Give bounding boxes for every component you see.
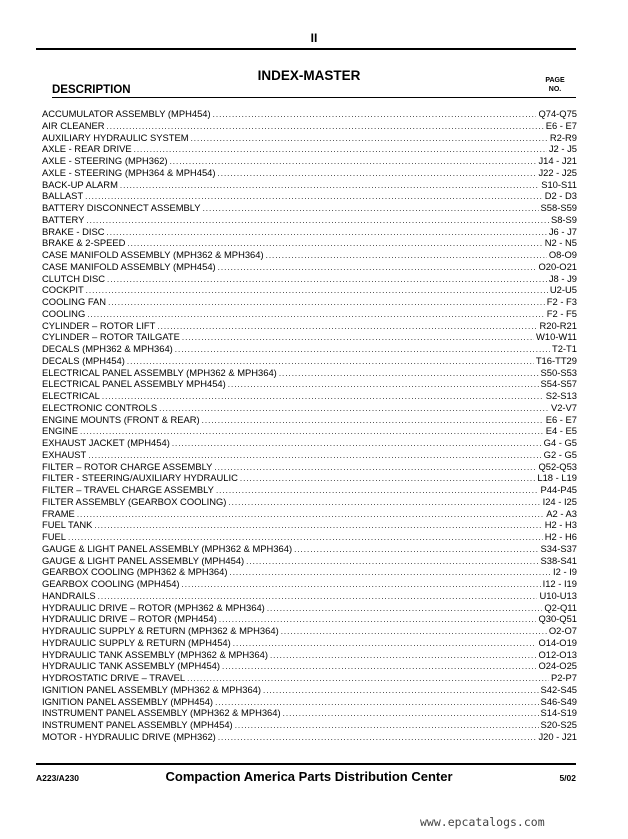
dot-leader bbox=[182, 332, 534, 344]
entry-pages: U10-U13 bbox=[539, 589, 577, 601]
entry-name: CASE MANIFOLD ASSEMBLY (MPH454) bbox=[42, 260, 216, 272]
index-entry[interactable] bbox=[42, 472, 577, 484]
entry-pages: E4 - E5 bbox=[545, 425, 577, 437]
index-entry[interactable] bbox=[42, 508, 577, 520]
index-entry[interactable] bbox=[42, 284, 577, 296]
page-no-label-line2: NO. bbox=[548, 86, 562, 93]
entry-pages: S58-S59 bbox=[540, 202, 577, 213]
index-entry[interactable] bbox=[42, 378, 577, 390]
dot-leader bbox=[294, 544, 538, 556]
entry-pages: H2 - H3 bbox=[544, 519, 577, 531]
index-entry[interactable] bbox=[42, 625, 577, 637]
index-entry[interactable] bbox=[42, 566, 577, 578]
entry-pages: S50-S53 bbox=[540, 366, 577, 378]
entry-name: ENGINE MOUNTS (FRONT & REAR) bbox=[42, 413, 200, 425]
entry-name: BATTERY bbox=[42, 213, 85, 225]
page-number-roman: II bbox=[310, 31, 318, 45]
entry-pages: V2-V7 bbox=[550, 401, 577, 413]
entry-pages: S10-S11 bbox=[541, 178, 577, 190]
dot-leader bbox=[120, 180, 539, 192]
index-entry[interactable] bbox=[42, 249, 577, 261]
index-entry[interactable] bbox=[42, 343, 577, 355]
dot-leader bbox=[267, 603, 543, 615]
entry-pages: U2-U5 bbox=[549, 284, 577, 296]
entry-name: INSTRUMENT PANEL ASSEMBLY (MPH454) bbox=[42, 719, 233, 730]
entry-name: CASE MANIFOLD ASSEMBLY (MPH362 & MPH364) bbox=[42, 249, 264, 260]
index-entry[interactable] bbox=[42, 273, 577, 285]
entry-name: AUXILIARY HYDRAULIC SYSTEM bbox=[42, 131, 189, 143]
index-entry[interactable] bbox=[42, 108, 577, 120]
entry-name: HANDRAILS bbox=[42, 589, 96, 601]
description-header: DESCRIPTION bbox=[52, 84, 131, 96]
index-entry[interactable] bbox=[42, 613, 577, 625]
entry-name: CYLINDER – ROTOR LIFT bbox=[42, 319, 156, 331]
dot-leader bbox=[203, 203, 539, 215]
entry-name: GEARBOX COOLING (MPH362 & MPH364) bbox=[42, 566, 228, 578]
entry-pages: D2 - D3 bbox=[544, 190, 577, 202]
dot-leader bbox=[86, 285, 548, 297]
description-underline bbox=[52, 97, 576, 98]
entry-name: HYDRAULIC TANK ASSEMBLY (MPH362 & MPH364) bbox=[42, 648, 268, 660]
entry-pages: E6 - E7 bbox=[545, 119, 577, 131]
dot-leader bbox=[228, 379, 539, 391]
entry-name: BALLAST bbox=[42, 190, 84, 202]
bottom-divider bbox=[36, 763, 576, 765]
dot-leader bbox=[175, 344, 550, 356]
dot-leader bbox=[246, 556, 538, 568]
page-no-header bbox=[532, 76, 578, 94]
index-entry[interactable] bbox=[42, 696, 577, 708]
entry-name: HYDRAULIC SUPPLY & RETURN (MPH362 & MPH364) bbox=[42, 625, 279, 636]
index-entry[interactable] bbox=[42, 555, 577, 567]
entry-name: CLUTCH DISC bbox=[42, 272, 106, 284]
entry-name: FILTER – ROTOR CHARGE ASSEMBLY bbox=[42, 460, 213, 472]
entry-name: AXLE - STEERING (MPH364 & MPH454) bbox=[42, 166, 216, 178]
entry-pages: S38-S41 bbox=[540, 554, 577, 566]
entry-name: ELECTRONIC CONTROLS bbox=[42, 401, 158, 413]
index-entry[interactable] bbox=[42, 331, 577, 343]
index-entry[interactable] bbox=[42, 519, 577, 531]
footer-publisher: Compaction America Parts Distribution Center bbox=[165, 769, 453, 784]
entry-pages: G2 - G5 bbox=[543, 448, 577, 460]
index-entry[interactable] bbox=[42, 484, 577, 496]
entry-pages: Q74-Q75 bbox=[538, 108, 577, 119]
entry-pages: O12-O13 bbox=[538, 648, 577, 660]
entry-name: AXLE - REAR DRIVE bbox=[42, 143, 132, 155]
entry-name: GAUGE & LIGHT PANEL ASSEMBLY (MPH454) bbox=[42, 554, 245, 566]
index-entry[interactable] bbox=[42, 214, 577, 226]
index-entry[interactable] bbox=[42, 320, 577, 332]
dot-leader bbox=[228, 497, 540, 509]
entry-pages: P44-P45 bbox=[540, 484, 577, 495]
entry-name: HYDRAULIC TANK ASSEMBLY (MPH454) bbox=[42, 660, 221, 672]
entry-name: ENGINE bbox=[42, 425, 78, 437]
entry-pages: T2-T1 bbox=[551, 343, 577, 354]
entry-name: COOLING FAN bbox=[42, 296, 107, 307]
dot-leader bbox=[218, 168, 537, 180]
index-entry[interactable] bbox=[42, 367, 577, 379]
entry-pages: S46-S49 bbox=[540, 695, 577, 707]
entry-pages: S20-S25 bbox=[540, 719, 577, 730]
index-entry[interactable] bbox=[42, 672, 577, 684]
index-entry[interactable] bbox=[42, 437, 577, 449]
index-entry[interactable] bbox=[42, 461, 577, 473]
entry-pages: P2-P7 bbox=[550, 672, 577, 683]
index-entry[interactable] bbox=[42, 120, 577, 132]
entry-pages: I12 - I19 bbox=[542, 578, 577, 589]
entry-pages: J22 - J25 bbox=[538, 166, 577, 178]
entry-pages: Q30-Q51 bbox=[538, 613, 577, 625]
entry-pages: E6 - E7 bbox=[545, 413, 577, 425]
entry-pages: J2 - J5 bbox=[548, 143, 577, 155]
index-entry[interactable] bbox=[42, 602, 577, 614]
index-entry[interactable] bbox=[42, 226, 577, 238]
entry-pages: O8-O9 bbox=[548, 249, 577, 260]
page-title: INDEX-MASTER bbox=[257, 68, 361, 83]
entry-pages: Q2-Q11 bbox=[544, 601, 577, 613]
index-entry[interactable] bbox=[42, 637, 577, 649]
dot-leader bbox=[240, 473, 535, 485]
index-entry[interactable] bbox=[42, 202, 577, 214]
footer-model: A223/A230 bbox=[36, 773, 80, 783]
entry-name: COCKPIT bbox=[42, 284, 84, 296]
index-entry[interactable] bbox=[42, 143, 577, 155]
entry-name: EXHAUST JACKET (MPH454) bbox=[42, 437, 170, 448]
entry-pages: O20-O21 bbox=[538, 260, 577, 272]
dot-leader bbox=[229, 567, 551, 579]
entry-name: AXLE - STEERING (MPH362) bbox=[42, 155, 168, 166]
entry-name: IGNITION PANEL ASSEMBLY (MPH362 & MPH364) bbox=[42, 683, 261, 695]
dot-leader bbox=[279, 368, 539, 380]
dot-leader bbox=[94, 520, 542, 532]
dot-leader bbox=[222, 661, 536, 673]
entry-pages: S8-S9 bbox=[550, 213, 577, 225]
dot-leader bbox=[77, 509, 544, 521]
entry-name: ELECTRICAL PANEL ASSEMBLY MPH454) bbox=[42, 378, 226, 390]
entry-name: AIR CLEANER bbox=[42, 119, 105, 131]
entry-pages: F2 - F5 bbox=[546, 307, 577, 319]
dot-leader bbox=[235, 720, 539, 732]
index-entry[interactable] bbox=[42, 578, 577, 590]
entry-name: COOLING bbox=[42, 307, 86, 319]
entry-pages: O2-O7 bbox=[548, 625, 577, 636]
dot-leader bbox=[172, 438, 542, 450]
dot-leader bbox=[283, 708, 539, 720]
index-entry[interactable] bbox=[42, 390, 577, 402]
entry-name: IGNITION PANEL ASSEMBLY (MPH454) bbox=[42, 695, 214, 707]
top-divider bbox=[36, 48, 576, 50]
entry-pages: S54-S57 bbox=[540, 378, 577, 390]
entry-name: HYDRAULIC DRIVE – ROTOR (MPH454) bbox=[42, 613, 217, 625]
entry-pages: H2 - H6 bbox=[544, 531, 577, 542]
entry-pages: I24 - I25 bbox=[542, 495, 577, 507]
entry-name: BACK-UP ALARM bbox=[42, 178, 118, 190]
entry-pages: S2-S13 bbox=[545, 390, 577, 401]
dot-leader bbox=[270, 650, 536, 662]
entry-name: MOTOR - HYDRAULIC DRIVE (MPH362) bbox=[42, 730, 216, 742]
dot-leader bbox=[170, 156, 537, 168]
index-entry[interactable] bbox=[42, 402, 577, 414]
entry-name: ELECTRICAL PANEL ASSEMBLY (MPH362 & MPH364) bbox=[42, 366, 277, 378]
index-list bbox=[42, 108, 577, 743]
entry-pages: S34-S37 bbox=[540, 542, 577, 554]
entry-pages: G4 - G5 bbox=[543, 437, 577, 448]
dot-leader bbox=[159, 403, 549, 415]
entry-name: GEARBOX COOLING (MPH454) bbox=[42, 578, 180, 589]
entry-name: FILTER – TRAVEL CHARGE ASSEMBLY bbox=[42, 484, 214, 495]
entry-pages: J20 - J21 bbox=[538, 730, 577, 742]
entry-pages: R2-R9 bbox=[549, 131, 577, 143]
index-entry[interactable] bbox=[42, 261, 577, 273]
dot-leader bbox=[202, 415, 544, 427]
page-no-label-line1: PAGE bbox=[545, 77, 565, 84]
dot-leader bbox=[191, 133, 548, 145]
entry-name: FUEL bbox=[42, 531, 66, 542]
dot-leader bbox=[107, 227, 547, 239]
entry-pages: S42-S45 bbox=[540, 683, 577, 695]
entry-pages: O14-O19 bbox=[538, 636, 577, 648]
dot-leader bbox=[213, 109, 537, 121]
dot-leader bbox=[157, 321, 537, 333]
index-entry[interactable] bbox=[42, 179, 577, 191]
entry-pages: A2 - A3 bbox=[546, 507, 577, 519]
index-entry[interactable] bbox=[42, 649, 577, 661]
entry-name: HYDROSTATIC DRIVE – TRAVEL bbox=[42, 672, 186, 683]
dot-leader bbox=[102, 391, 544, 403]
dot-leader bbox=[108, 297, 545, 309]
entry-name: ACCUMULATOR ASSEMBLY (MPH454) bbox=[42, 108, 211, 119]
dot-leader bbox=[233, 638, 537, 650]
index-entry[interactable] bbox=[42, 155, 577, 167]
entry-name: DECALS (MPH362 & MPH364) bbox=[42, 343, 173, 354]
index-entry[interactable] bbox=[42, 719, 577, 731]
footer-date: 5/02 bbox=[559, 773, 576, 783]
dot-leader bbox=[218, 732, 537, 744]
entry-name: BRAKE - DISC bbox=[42, 225, 105, 237]
entry-pages: L18 - L19 bbox=[537, 472, 577, 484]
index-entry[interactable] bbox=[42, 731, 577, 743]
dot-leader bbox=[107, 274, 547, 286]
entry-name: DECALS (MPH454) bbox=[42, 354, 125, 366]
dot-leader bbox=[281, 626, 547, 638]
dot-leader bbox=[86, 215, 549, 227]
index-entry[interactable] bbox=[42, 237, 577, 249]
entry-name: BRAKE & 2-SPEED bbox=[42, 237, 126, 249]
dot-leader bbox=[214, 462, 536, 474]
entry-pages: J6 - J7 bbox=[548, 225, 577, 237]
dot-leader bbox=[263, 685, 539, 697]
dot-leader bbox=[266, 250, 547, 262]
index-entry[interactable] bbox=[42, 531, 577, 543]
entry-pages: W10-W11 bbox=[536, 331, 577, 343]
entry-pages: I2 - I9 bbox=[553, 566, 577, 578]
entry-pages: R20-R21 bbox=[539, 319, 577, 331]
entry-pages: J14 - J21 bbox=[538, 155, 577, 166]
entry-pages: F2 - F3 bbox=[546, 296, 577, 307]
entry-name: EXHAUST bbox=[42, 448, 87, 460]
index-entry[interactable] bbox=[42, 449, 577, 461]
entry-name: GAUGE & LIGHT PANEL ASSEMBLY (MPH362 & MPH364) bbox=[42, 542, 293, 554]
entry-name: FRAME bbox=[42, 507, 75, 519]
entry-pages: T16-TT29 bbox=[535, 354, 577, 366]
entry-pages: Q52-Q53 bbox=[538, 460, 577, 472]
entry-name: FUEL TANK bbox=[42, 519, 93, 531]
index-entry[interactable] bbox=[42, 590, 577, 602]
entry-name: FILTER ASSEMBLY (GEARBOX COOLING) bbox=[42, 495, 227, 507]
entry-name: FILTER - STEERING/AUXILIARY HYDRAULIC bbox=[42, 472, 238, 484]
index-entry[interactable] bbox=[42, 496, 577, 508]
entry-name: INSTRUMENT PANEL ASSEMBLY (MPH362 & MPH364) bbox=[42, 707, 281, 719]
index-entry[interactable] bbox=[42, 190, 577, 202]
dot-leader bbox=[182, 579, 541, 591]
index-entry[interactable] bbox=[42, 543, 577, 555]
index-entry[interactable] bbox=[42, 660, 577, 672]
dot-leader bbox=[134, 144, 547, 156]
index-entry[interactable] bbox=[42, 355, 577, 367]
entry-name: CYLINDER – ROTOR TAILGATE bbox=[42, 331, 180, 343]
entry-pages: O24-O25 bbox=[538, 660, 577, 672]
entry-name: BATTERY DISCONNECT ASSEMBLY bbox=[42, 202, 201, 213]
entry-pages: S14-S19 bbox=[540, 707, 577, 719]
dot-leader bbox=[87, 309, 545, 321]
index-entry[interactable] bbox=[42, 167, 577, 179]
entry-pages: J8 - J9 bbox=[548, 272, 577, 284]
entry-name: HYDRAULIC DRIVE – ROTOR (MPH362 & MPH364) bbox=[42, 601, 265, 613]
dot-leader bbox=[216, 485, 539, 497]
index-entry[interactable] bbox=[42, 296, 577, 308]
dot-leader bbox=[218, 262, 537, 274]
entry-pages: N2 - N5 bbox=[544, 237, 577, 249]
index-entry[interactable] bbox=[42, 132, 577, 144]
index-entry[interactable] bbox=[42, 308, 577, 320]
watermark-text: www.epcatalogs.com bbox=[420, 815, 545, 829]
entry-name: HYDRAULIC SUPPLY & RETURN (MPH454) bbox=[42, 636, 231, 648]
index-entry[interactable] bbox=[42, 414, 577, 426]
index-entry[interactable] bbox=[42, 684, 577, 696]
entry-name: ELECTRICAL bbox=[42, 390, 100, 401]
index-entry[interactable] bbox=[42, 425, 577, 437]
index-entry[interactable] bbox=[42, 707, 577, 719]
